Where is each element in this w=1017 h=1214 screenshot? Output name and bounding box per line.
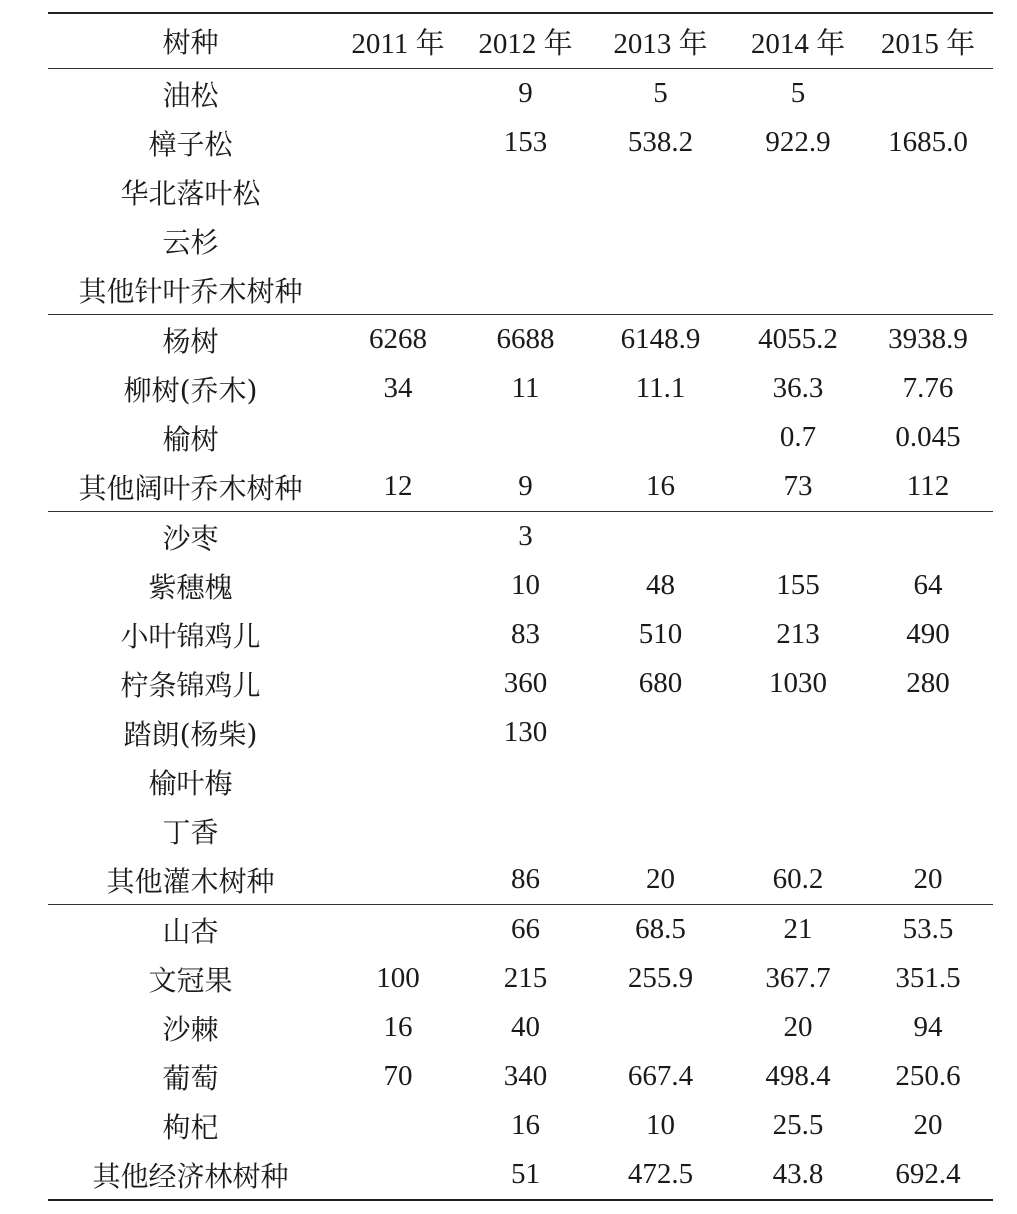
value-cell bbox=[588, 757, 733, 806]
value-cell: 1030 bbox=[769, 667, 827, 699]
value-cell: 3 bbox=[518, 520, 533, 552]
value-cell: 250.6 bbox=[895, 1060, 961, 1092]
value-cell bbox=[333, 757, 463, 806]
value-cell bbox=[333, 167, 463, 216]
table-row bbox=[48, 167, 993, 216]
value-cell: 40 bbox=[511, 1011, 540, 1043]
species-name-cell: 樟子松 bbox=[148, 127, 233, 161]
species-name-cell: 油松 bbox=[162, 78, 219, 112]
value-cell bbox=[333, 905, 463, 955]
header-year-2013: 2013 年 bbox=[613, 27, 708, 60]
value-cell bbox=[333, 69, 463, 119]
species-name-cell: 柳树(乔木) bbox=[123, 373, 258, 407]
value-cell: 34 bbox=[383, 372, 413, 404]
value-cell: 112 bbox=[906, 470, 950, 502]
value-cell bbox=[588, 512, 733, 562]
value-cell: 667.4 bbox=[627, 1060, 694, 1092]
value-cell: 153 bbox=[503, 126, 548, 158]
value-cell bbox=[588, 216, 733, 265]
table-row bbox=[48, 315, 993, 365]
value-cell: 20 bbox=[646, 863, 675, 895]
species-name-cell: 山杏 bbox=[162, 914, 219, 948]
table-row bbox=[48, 561, 993, 610]
value-cell bbox=[588, 806, 733, 855]
value-cell bbox=[588, 167, 733, 216]
value-cell bbox=[333, 561, 463, 610]
header-year-2012: 2012 年 bbox=[478, 27, 573, 60]
value-cell bbox=[463, 265, 588, 315]
value-cell: 215 bbox=[503, 962, 548, 994]
species-name-cell: 其他针叶乔木树种 bbox=[78, 274, 303, 308]
value-cell: 6268 bbox=[369, 323, 427, 355]
value-cell bbox=[463, 167, 588, 216]
value-cell: 43.8 bbox=[772, 1158, 824, 1190]
value-cell: 11.1 bbox=[635, 372, 686, 404]
value-cell: 255.9 bbox=[627, 962, 694, 994]
value-cell: 66 bbox=[511, 913, 540, 945]
species-name-cell: 丁香 bbox=[162, 815, 219, 849]
value-cell: 86 bbox=[511, 863, 540, 895]
table-row bbox=[48, 1003, 993, 1052]
value-cell bbox=[333, 708, 463, 757]
species-name-cell: 柠条锦鸡儿 bbox=[120, 668, 261, 702]
value-cell: 155 bbox=[776, 569, 820, 601]
table-row bbox=[48, 708, 993, 757]
table-row bbox=[48, 954, 993, 1003]
species-name-cell: 其他阔叶乔木树种 bbox=[78, 471, 303, 505]
value-cell bbox=[333, 265, 463, 315]
species-name-cell: 华北落叶松 bbox=[120, 176, 261, 210]
header-year-2015: 2015 年 bbox=[880, 27, 976, 60]
value-cell: 0.7 bbox=[779, 421, 817, 453]
value-cell: 20 bbox=[783, 1011, 813, 1043]
table-body bbox=[48, 69, 993, 1201]
species-name-cell: 云杉 bbox=[162, 225, 219, 259]
value-cell bbox=[733, 216, 863, 265]
value-cell bbox=[733, 265, 863, 315]
value-cell: 6148.9 bbox=[620, 323, 701, 355]
species-name-cell: 小叶锦鸡儿 bbox=[120, 619, 261, 653]
value-cell: 5 bbox=[653, 77, 668, 109]
table-row bbox=[48, 757, 993, 806]
species-name-cell: 紫穗槐 bbox=[148, 570, 233, 604]
species-name-cell: 踏朗(杨柴) bbox=[123, 717, 258, 751]
value-cell: 9 bbox=[518, 77, 533, 109]
value-cell bbox=[333, 1101, 463, 1150]
table-row bbox=[48, 905, 993, 955]
table-row bbox=[48, 1052, 993, 1101]
value-cell: 36.3 bbox=[772, 372, 824, 404]
value-cell: 490 bbox=[906, 618, 950, 650]
value-cell: 130 bbox=[503, 716, 548, 748]
value-cell: 351.5 bbox=[895, 962, 961, 994]
header-row bbox=[48, 13, 993, 69]
value-cell bbox=[588, 265, 733, 315]
seedling-data-table bbox=[48, 12, 993, 1201]
species-name-cell: 葡萄 bbox=[162, 1061, 219, 1095]
value-cell: 12 bbox=[383, 470, 413, 502]
species-name-cell: 沙枣 bbox=[162, 521, 219, 555]
table-row bbox=[48, 69, 993, 119]
value-cell: 73 bbox=[783, 470, 813, 502]
value-cell bbox=[863, 757, 993, 806]
header-year-2011: 2011 年 bbox=[351, 27, 445, 60]
value-cell bbox=[588, 708, 733, 757]
value-cell: 20 bbox=[913, 1109, 943, 1141]
species-name-cell: 沙棘 bbox=[162, 1012, 219, 1046]
value-cell bbox=[333, 659, 463, 708]
value-cell bbox=[333, 610, 463, 659]
value-cell bbox=[863, 806, 993, 855]
value-cell bbox=[733, 757, 863, 806]
value-cell bbox=[333, 118, 463, 167]
value-cell bbox=[333, 855, 463, 905]
table-row bbox=[48, 413, 993, 462]
value-cell bbox=[863, 708, 993, 757]
value-cell: 68.5 bbox=[635, 913, 686, 945]
value-cell: 16 bbox=[383, 1011, 413, 1043]
value-cell: 1685.0 bbox=[888, 126, 968, 158]
value-cell: 680 bbox=[638, 667, 683, 699]
species-name-cell: 文冠果 bbox=[148, 963, 233, 997]
value-cell: 280 bbox=[906, 667, 950, 699]
value-cell: 472.5 bbox=[627, 1158, 694, 1190]
value-cell: 692.4 bbox=[895, 1158, 961, 1190]
value-cell: 11 bbox=[511, 372, 540, 404]
value-cell: 367.7 bbox=[765, 962, 831, 994]
species-name-cell: 枸杞 bbox=[162, 1110, 219, 1144]
table-row bbox=[48, 364, 993, 413]
species-name-cell: 榆树 bbox=[162, 422, 219, 456]
value-cell bbox=[863, 167, 993, 216]
value-cell bbox=[463, 806, 588, 855]
value-cell bbox=[733, 708, 863, 757]
value-cell: 9 bbox=[518, 470, 533, 502]
value-cell bbox=[463, 216, 588, 265]
value-cell: 0.045 bbox=[895, 421, 961, 453]
value-cell: 360 bbox=[503, 667, 548, 699]
value-cell: 16 bbox=[511, 1109, 540, 1141]
header-species: 树种 bbox=[162, 26, 219, 59]
table-row bbox=[48, 512, 993, 562]
value-cell bbox=[863, 512, 993, 562]
value-cell: 60.2 bbox=[772, 863, 824, 895]
value-cell: 538.2 bbox=[627, 126, 694, 158]
value-cell: 94 bbox=[913, 1011, 943, 1043]
value-cell bbox=[463, 413, 588, 462]
value-cell: 25.5 bbox=[772, 1109, 824, 1141]
species-name-cell: 其他经济林树种 bbox=[92, 1159, 289, 1193]
table-row bbox=[48, 118, 993, 167]
value-cell: 3938.9 bbox=[888, 323, 968, 355]
value-cell bbox=[863, 69, 993, 119]
value-cell: 51 bbox=[511, 1158, 540, 1190]
species-name-cell: 其他灌木树种 bbox=[106, 864, 275, 898]
value-cell: 498.4 bbox=[765, 1060, 831, 1092]
table-row bbox=[48, 806, 993, 855]
species-name-cell: 杨树 bbox=[162, 324, 219, 358]
value-cell: 340 bbox=[503, 1060, 548, 1092]
header-year-2014: 2014 年 bbox=[750, 27, 846, 60]
value-cell: 6688 bbox=[496, 323, 555, 355]
value-cell: 83 bbox=[511, 618, 540, 650]
value-cell bbox=[733, 806, 863, 855]
table-row bbox=[48, 855, 993, 905]
value-cell bbox=[588, 413, 733, 462]
value-cell bbox=[333, 512, 463, 562]
value-cell: 5 bbox=[790, 77, 806, 109]
value-cell: 7.76 bbox=[902, 372, 954, 404]
value-cell bbox=[863, 216, 993, 265]
value-cell: 213 bbox=[776, 618, 820, 650]
value-cell bbox=[733, 512, 863, 562]
value-cell bbox=[333, 806, 463, 855]
table-row bbox=[48, 462, 993, 512]
value-cell: 16 bbox=[646, 470, 675, 502]
value-cell: 10 bbox=[646, 1109, 675, 1141]
species-name-cell: 榆叶梅 bbox=[148, 766, 233, 800]
value-cell: 48 bbox=[646, 569, 675, 601]
value-cell: 20 bbox=[913, 863, 943, 895]
table-row bbox=[48, 659, 993, 708]
table-row bbox=[48, 216, 993, 265]
value-cell: 53.5 bbox=[902, 913, 954, 945]
value-cell: 21 bbox=[783, 913, 813, 945]
value-cell: 10 bbox=[511, 569, 540, 601]
table-row bbox=[48, 1150, 993, 1200]
value-cell: 100 bbox=[376, 962, 420, 994]
value-cell: 922.9 bbox=[765, 126, 831, 158]
value-cell bbox=[863, 265, 993, 315]
value-cell: 64 bbox=[913, 569, 943, 601]
table-row bbox=[48, 610, 993, 659]
value-cell: 70 bbox=[383, 1060, 413, 1092]
table-row bbox=[48, 1101, 993, 1150]
value-cell bbox=[588, 1003, 733, 1052]
value-cell bbox=[733, 167, 863, 216]
table-row bbox=[48, 265, 993, 315]
value-cell: 4055.2 bbox=[758, 323, 838, 355]
value-cell: 510 bbox=[638, 618, 683, 650]
value-cell bbox=[333, 1150, 463, 1200]
table-header bbox=[48, 13, 993, 69]
value-cell bbox=[333, 216, 463, 265]
value-cell bbox=[333, 413, 463, 462]
value-cell bbox=[463, 757, 588, 806]
